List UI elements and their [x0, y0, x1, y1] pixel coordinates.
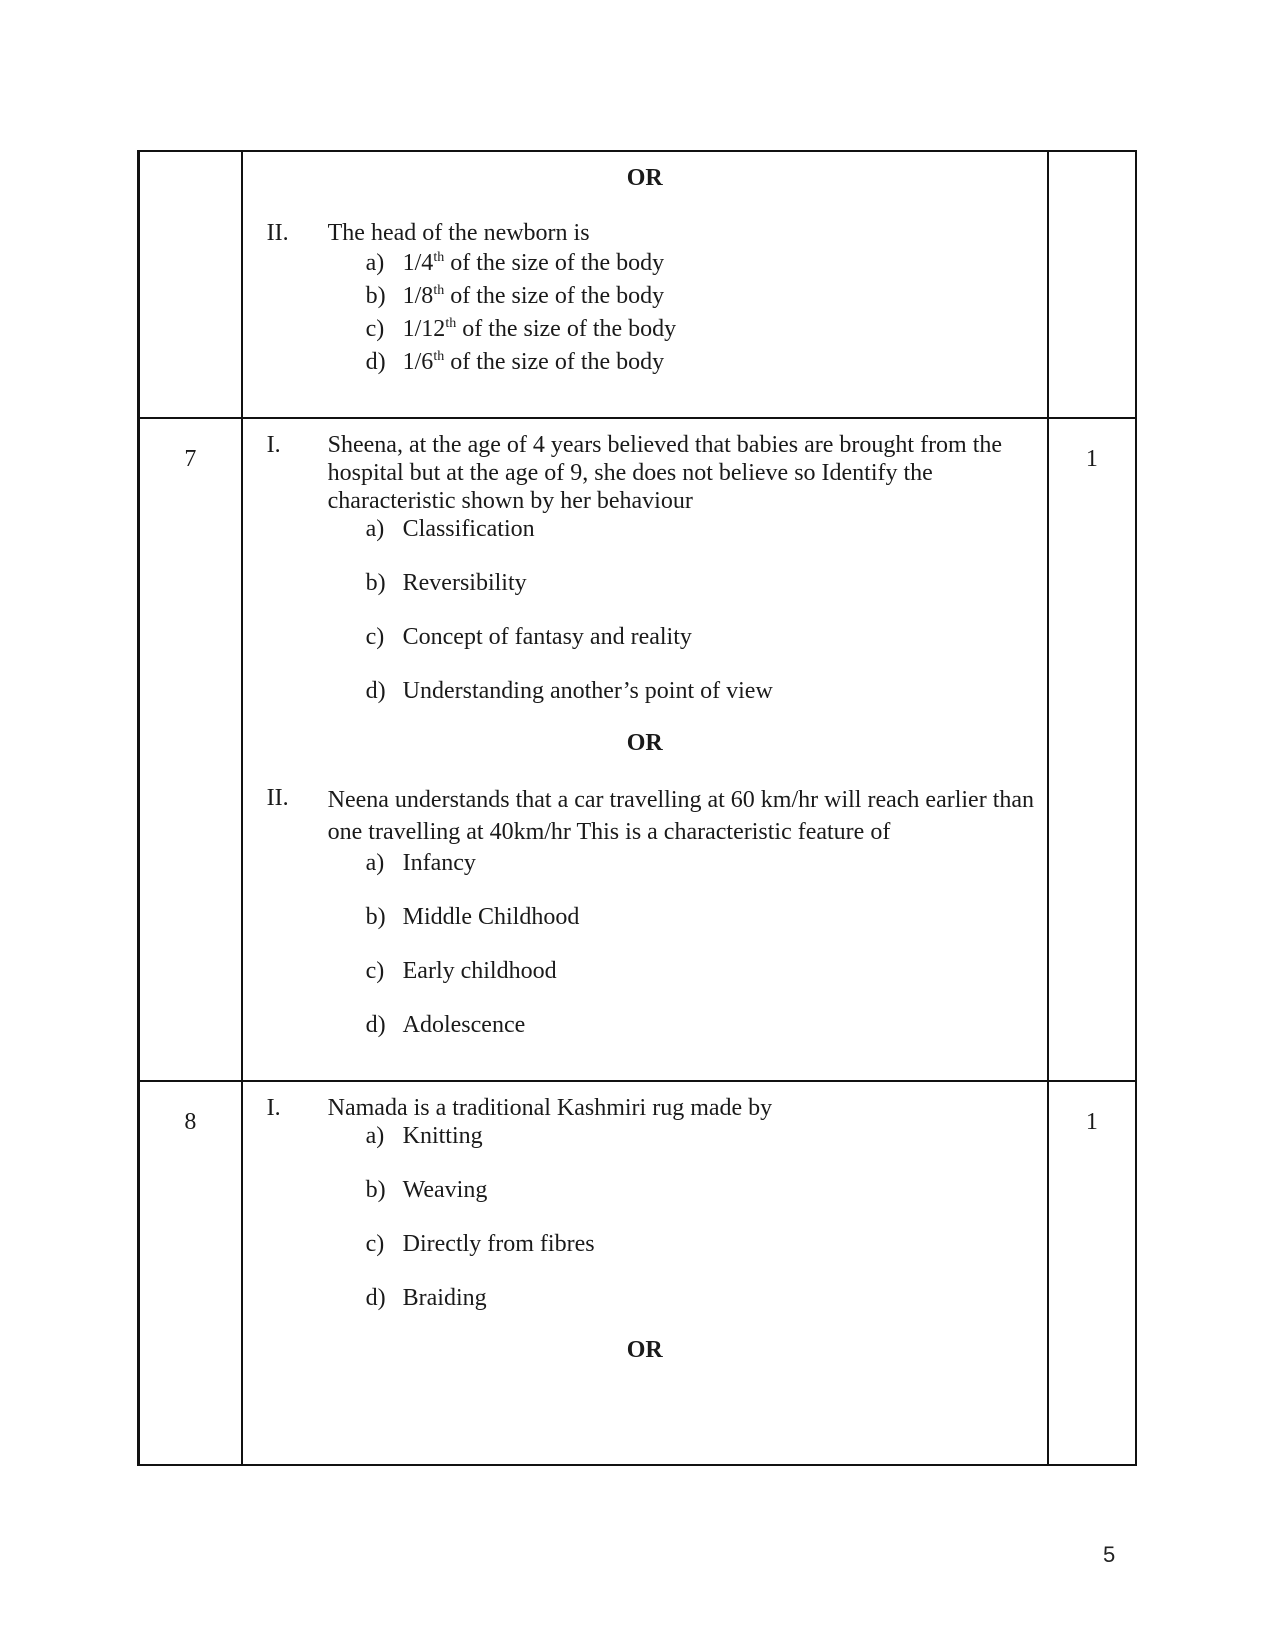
question-number: [139, 151, 242, 418]
question-stem: The head of the newborn is: [327, 220, 590, 246]
question-cell: [242, 151, 1048, 418]
list-item: c) Concept of fantasy and reality: [365, 624, 692, 650]
question-number: 7: [139, 418, 242, 1081]
question-table: [137, 150, 1137, 1466]
question-part-i: [243, 431, 1047, 515]
question-stem: Namada is a traditional Kashmiri rug made by: [327, 1095, 773, 1121]
marks: 1: [1048, 1081, 1136, 1465]
question-part-i: [243, 1094, 1047, 1122]
list-item: a) Knitting: [365, 1123, 483, 1149]
list-item: d) 1/6th of the size of the body: [365, 349, 665, 375]
list-item: c) Early childhood: [365, 958, 557, 984]
marks: 1: [1048, 418, 1136, 1081]
question-part-ii: [243, 784, 1047, 848]
list-item: c) 1/12th of the size of the body: [365, 316, 677, 342]
list-item: b) Middle Childhood: [365, 904, 580, 930]
list-item: b) Weaving: [365, 1177, 488, 1203]
list-item: b) Reversibility: [365, 570, 527, 596]
list-item: c) Directly from fibres: [365, 1231, 595, 1257]
table-row: [139, 1081, 1137, 1465]
roman-numeral: II.: [266, 785, 289, 811]
list-item: d) Braiding: [365, 1285, 487, 1311]
list-item: b) 1/8th of the size of the body: [365, 283, 665, 309]
question-cell: [242, 1081, 1048, 1465]
roman-numeral: I.: [266, 1095, 281, 1121]
or-label: OR: [626, 730, 663, 756]
list-item: a) Classification: [365, 516, 535, 542]
question-number: 8: [139, 1081, 242, 1465]
options-list: [328, 1122, 1047, 1312]
list-item: a) 1/4th of the size of the body: [365, 250, 665, 276]
roman-numeral: II.: [266, 220, 289, 246]
roman-numeral: I.: [266, 432, 281, 458]
list-item: d) Understanding another’s point of view: [365, 678, 773, 704]
table-row: [139, 151, 1137, 418]
list-item: d) Adolescence: [365, 1012, 526, 1038]
options-list: [328, 247, 1047, 379]
page-number: 5: [1103, 1542, 1116, 1567]
table-row: [139, 418, 1137, 1081]
options-list: [328, 849, 1047, 1039]
or-label: OR: [626, 165, 663, 191]
options-list: [328, 515, 1047, 705]
question-stem: Neena understands that a car travelling at 60 km/hr will reach earlier than one travelling at 40km/hr This is a characteristic feature of: [327, 787, 1035, 845]
marks: [1048, 151, 1136, 418]
list-item: a) Infancy: [365, 850, 476, 876]
question-stem: Sheena, at the age of 4 years believed that babies are brought from the hospital but at the age of 9, she does not believe so Identify the characteristic shown by her behaviour: [327, 432, 1003, 514]
question-cell: [242, 418, 1048, 1081]
question-part-ii: [243, 219, 1047, 247]
or-label: OR: [626, 1337, 663, 1363]
